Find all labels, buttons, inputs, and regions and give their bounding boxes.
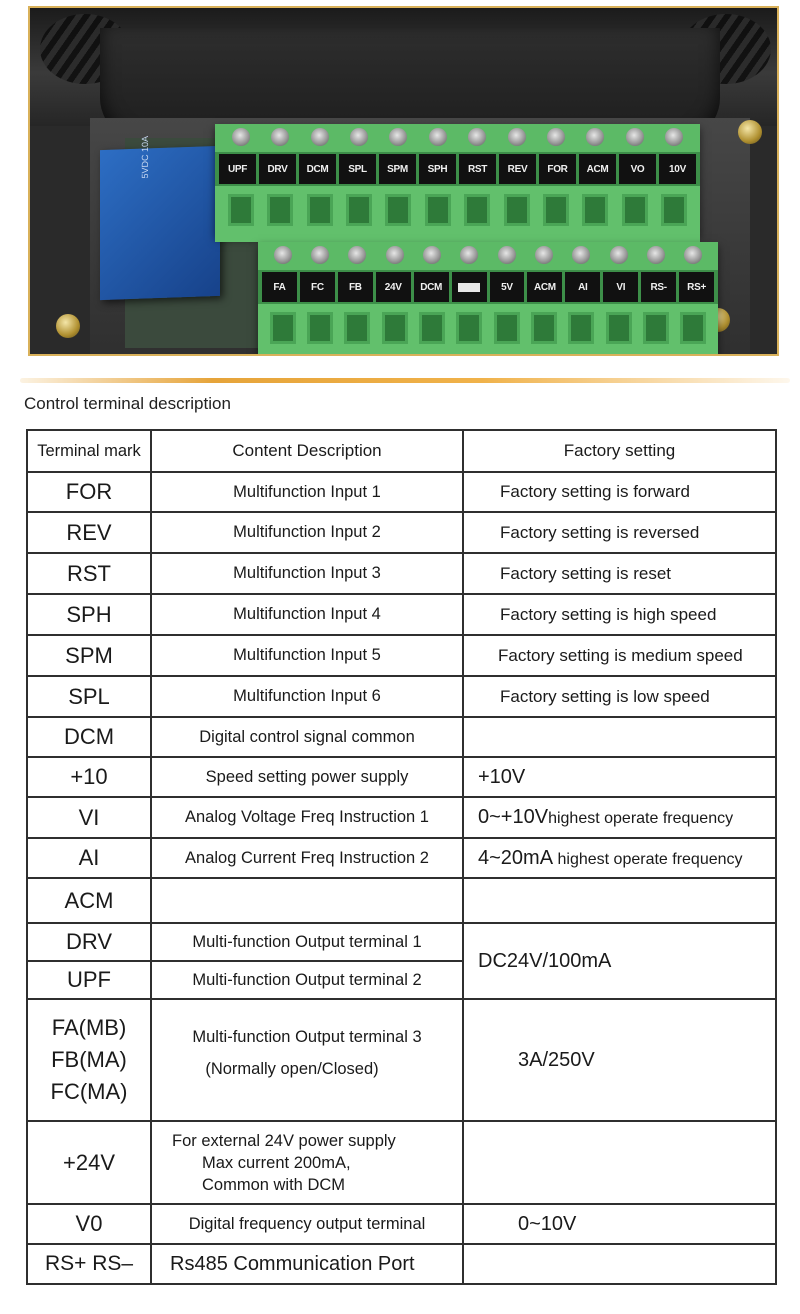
terminal-label: VI <box>603 272 638 302</box>
content-description <box>151 1121 463 1204</box>
content-description: Digital frequency output terminal <box>151 1204 463 1244</box>
terminal-label: SPH <box>419 154 456 184</box>
content-description: Multifunction Input 1 <box>151 472 463 512</box>
content-description-line: Multi-function Output terminal 3 <box>192 1028 422 1046</box>
table-row <box>27 553 776 594</box>
table-row <box>27 757 776 797</box>
factory-setting: Factory setting is forward <box>463 472 776 512</box>
terminal-mark: SPH <box>27 594 151 635</box>
content-description-line: For external 24V power supply <box>172 1131 396 1150</box>
terminal-label: DCM <box>414 272 449 302</box>
terminal-label: REV <box>499 154 536 184</box>
terminal-label: FC <box>300 272 335 302</box>
terminal-mark: VI <box>27 797 151 838</box>
photo-relay: 5VDC 10A <box>100 146 220 300</box>
terminal-label: SPL <box>339 154 376 184</box>
factory-setting: +10V <box>463 757 776 797</box>
terminal-label: ACM <box>527 272 562 302</box>
terminal-label: RS- <box>641 272 676 302</box>
table-row <box>27 676 776 717</box>
factory-setting: Factory setting is reset <box>463 553 776 594</box>
factory-setting <box>463 878 776 923</box>
factory-setting: DC24V/100mA <box>463 923 776 999</box>
factory-setting-note: highest operate frequency <box>548 810 734 827</box>
terminal-mark-line: FC(MA) <box>50 1079 128 1104</box>
factory-setting: Factory setting is medium speed <box>463 635 776 676</box>
terminal-label-blank <box>452 272 487 302</box>
terminal-mark: AI <box>27 838 151 878</box>
column-header-content-description: Content Description <box>151 430 463 472</box>
control-terminal-table <box>26 429 777 1285</box>
factory-setting <box>463 717 776 757</box>
table-row <box>27 512 776 553</box>
table-row <box>27 1204 776 1244</box>
terminal-block-bottom <box>258 242 718 354</box>
terminal-mark: ACM <box>27 878 151 923</box>
table-row <box>27 878 776 923</box>
terminal-label: 5V <box>490 272 525 302</box>
factory-setting: 3A/250V <box>463 999 776 1121</box>
content-description: Speed setting power supply <box>151 757 463 797</box>
terminal-label: UPF <box>219 154 256 184</box>
table-row <box>27 1244 776 1284</box>
table-row <box>27 838 776 878</box>
content-description: Multi-function Output terminal 1 <box>151 923 463 961</box>
photo-screw <box>56 314 80 338</box>
table-row <box>27 472 776 512</box>
content-description: Multifunction Input 3 <box>151 553 463 594</box>
terminal-mark: RST <box>27 553 151 594</box>
terminal-label: SPM <box>379 154 416 184</box>
terminal-label: FOR <box>539 154 576 184</box>
terminal-label: 10V <box>659 154 696 184</box>
content-description: Rs485 Communication Port <box>151 1244 463 1284</box>
content-description-line: Common with DCM <box>202 1175 346 1194</box>
content-description: Multifunction Input 2 <box>151 512 463 553</box>
content-description: Analog Current Freq Instruction 2 <box>151 838 463 878</box>
terminal-block-top <box>215 124 700 236</box>
terminal-mark: DCM <box>27 717 151 757</box>
photo-screw <box>738 120 762 144</box>
terminal-label: RST <box>459 154 496 184</box>
table-row <box>27 717 776 757</box>
terminal-label: ACM <box>579 154 616 184</box>
terminal-mark <box>27 999 151 1121</box>
factory-setting <box>463 838 776 878</box>
factory-setting-value: 4~20mA <box>478 846 554 869</box>
terminal-label: DRV <box>259 154 296 184</box>
content-description-line: (Normally open/Closed) <box>205 1060 379 1078</box>
terminal-label: VO <box>619 154 656 184</box>
section-divider <box>20 378 790 383</box>
content-description: Multifunction Input 5 <box>151 635 463 676</box>
terminal-label: FA <box>262 272 297 302</box>
terminal-mark: SPL <box>27 676 151 717</box>
table-row <box>27 594 776 635</box>
section-heading: Control terminal description <box>24 394 231 413</box>
table-row <box>27 635 776 676</box>
content-description: Multifunction Input 4 <box>151 594 463 635</box>
factory-setting <box>463 1121 776 1204</box>
factory-setting-note: highest operate frequency <box>553 850 743 868</box>
terminal-mark-line: FA(MB) <box>51 1015 127 1040</box>
factory-setting: Factory setting is high speed <box>463 594 776 635</box>
terminal-label: 24V <box>376 272 411 302</box>
terminal-mark-line: FB(MA) <box>51 1047 127 1072</box>
content-description <box>151 999 463 1121</box>
factory-setting: Factory setting is reversed <box>463 512 776 553</box>
table-row <box>27 797 776 838</box>
terminal-mark: REV <box>27 512 151 553</box>
terminal-mark: DRV <box>27 923 151 961</box>
terminal-mark: UPF <box>27 961 151 999</box>
table-row <box>27 923 776 961</box>
factory-setting <box>463 797 776 838</box>
column-header-terminal-mark: Terminal mark <box>27 430 151 472</box>
terminal-label: DCM <box>299 154 336 184</box>
content-description: Multifunction Input 6 <box>151 676 463 717</box>
terminal-mark: RS+ RS– <box>27 1244 151 1284</box>
content-description-line: Max current 200mA, <box>202 1153 351 1172</box>
terminal-label: RS+ <box>679 272 714 302</box>
terminal-label: AI <box>565 272 600 302</box>
table-row <box>27 1121 776 1204</box>
content-description: Analog Voltage Freq Instruction 1 <box>151 797 463 838</box>
terminal-mark: +10 <box>27 757 151 797</box>
factory-setting: 0~10V <box>463 1204 776 1244</box>
factory-setting: Factory setting is low speed <box>463 676 776 717</box>
product-photo <box>28 6 779 356</box>
content-description: Multi-function Output terminal 2 <box>151 961 463 999</box>
terminal-mark: FOR <box>27 472 151 512</box>
table-header-row <box>27 430 776 472</box>
terminal-label: FB <box>338 272 373 302</box>
terminal-mark: +24V <box>27 1121 151 1204</box>
column-header-factory-setting: Factory setting <box>463 430 776 472</box>
factory-setting <box>463 1244 776 1284</box>
content-description <box>151 878 463 923</box>
content-description: Digital control signal common <box>151 717 463 757</box>
terminal-mark: V0 <box>27 1204 151 1244</box>
table-row <box>27 999 776 1121</box>
factory-setting-value: 0~+10V <box>478 806 549 828</box>
terminal-mark: SPM <box>27 635 151 676</box>
